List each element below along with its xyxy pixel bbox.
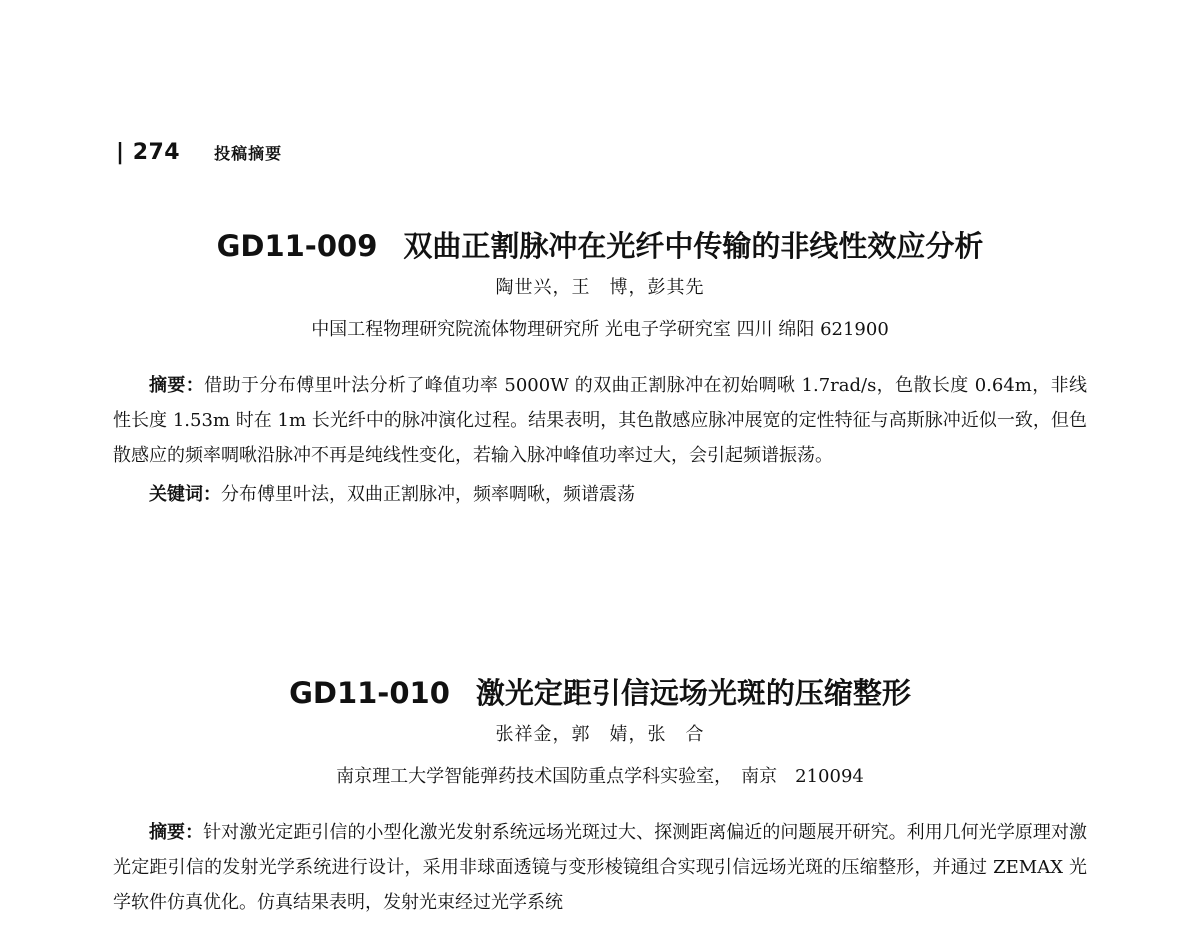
section-label: 投稿摘要: [214, 144, 283, 163]
abstract-label: 摘要：: [149, 822, 204, 843]
article-title: [0, 675, 1200, 711]
article-code: GD11-009: [216, 229, 378, 263]
keywords-text: 分布傅里叶法，双曲正割脉冲，频率啁啾，频谱震荡: [221, 484, 635, 505]
article-authors: 张祥金，郭 婧，张 合: [495, 724, 705, 745]
abstract-label: 摘要：: [149, 375, 205, 396]
article-affiliation: 中国工程物理研究院流体物理研究所 光电子学研究室 四川 绵阳 621900: [311, 319, 889, 340]
article-title: [0, 228, 1200, 264]
article-code: GD11-010: [289, 676, 450, 710]
article-gd11-009: [0, 228, 1200, 512]
page-number: | 274: [116, 140, 181, 165]
article-affiliation: 南京理工大学智能弹药技术国防重点学科实验室， 南京 210094: [336, 766, 864, 787]
article-abstract: [113, 368, 1087, 473]
article-gd11-010: [0, 675, 1200, 920]
abstract-text: 借助于分布傅里叶法分析了峰值功率 5000W 的双曲正割脉冲在初始啁啾 1.7rad/s，色散长度 0.64m，非线性长度 1.53m 时在 1m 长光纤中的脉冲演化过程。结果表明，其色散感应脉冲展宽的定性特征与高斯脉冲近似一致，但色散感应的频率啁啾沿脉冲不再是纯线性变化，若输入脉冲峰值功率过大，会引起频谱振荡。: [113, 375, 1088, 466]
abstract-text: 针对激光定距引信的小型化激光发射系统远场光斑过大、探测距离偏近的问题展开研究。利用几何光学原理对激光定距引信的发射光学系统进行设计，采用非球面透镜与变形棱镜组合实现引信远场光斑的压缩整形，并通过 ZEMAX 光学软件仿真优化。仿真结果表明，发射光束经过光学系统: [113, 822, 1088, 913]
article-abstract: [113, 815, 1087, 920]
running-header: [116, 140, 282, 165]
article-title-text: 激光定距引信远场光斑的压缩整形: [475, 676, 911, 710]
article-keywords: [113, 477, 1087, 512]
article-title-text: 双曲正割脉冲在光纤中传输的非线性效应分析: [403, 229, 984, 263]
article-authors: 陶世兴，王 博，彭其先: [495, 277, 705, 298]
keywords-label: 关键词：: [149, 484, 221, 505]
